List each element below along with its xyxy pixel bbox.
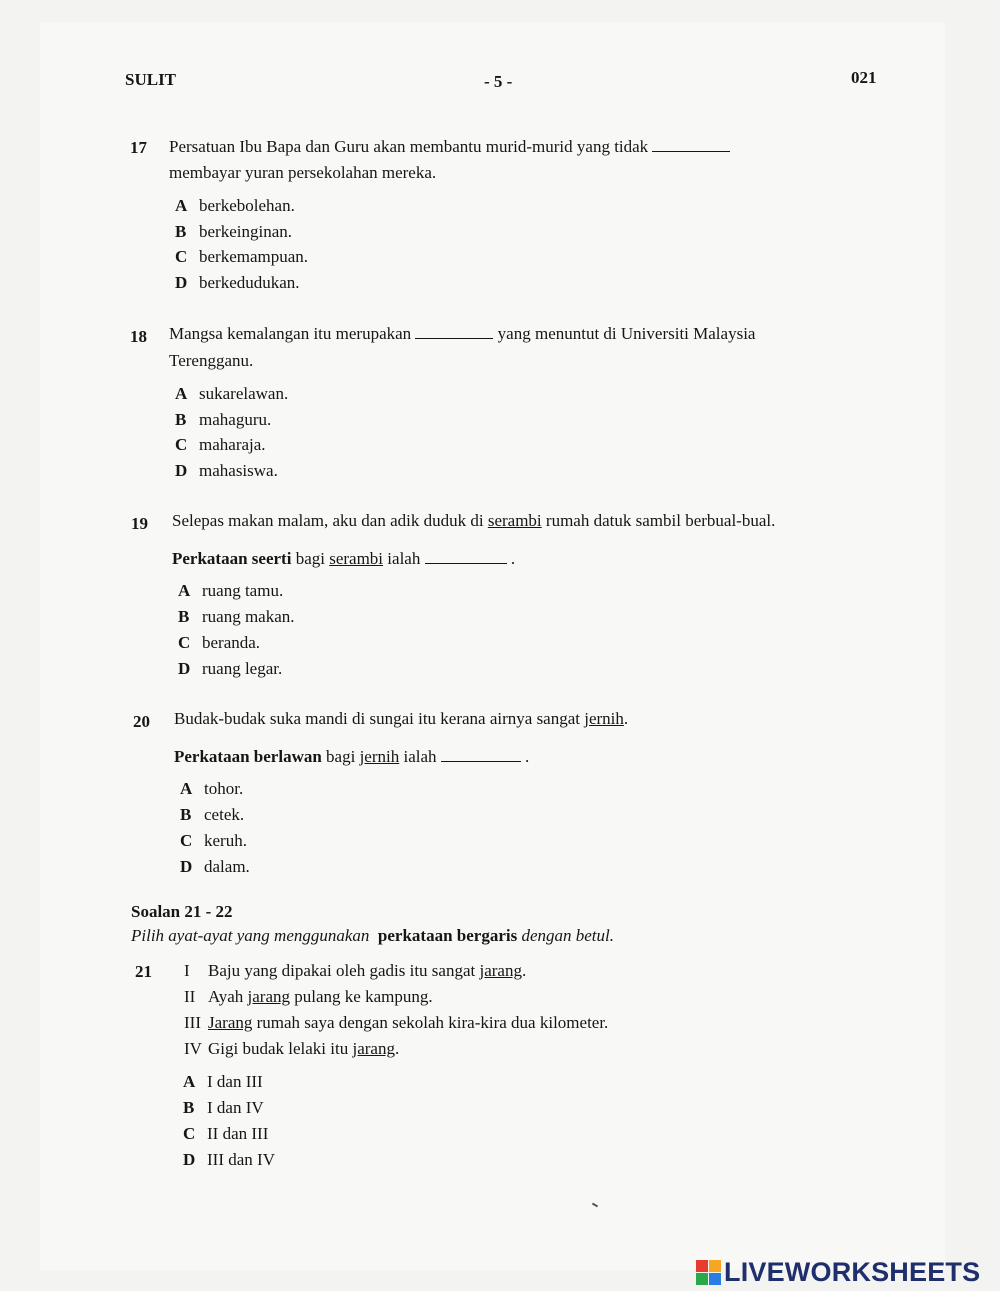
q19-option-c[interactable]: C beranda. xyxy=(178,633,261,652)
question-20-prompt: Perkataan berlawan bagi jernih ialah . xyxy=(174,747,530,766)
q18-option-b[interactable]: B mahaguru. xyxy=(175,410,272,429)
q21-option-c[interactable]: C II dan III xyxy=(183,1124,269,1143)
question-19-prompt: Perkataan seerti bagi serambi ialah . xyxy=(172,549,516,568)
q19-option-b[interactable]: B ruang makan. xyxy=(178,607,295,626)
question-19-number: 19 xyxy=(131,514,148,533)
question-17-text-line2: membayar yuran persekolahan mereka. xyxy=(169,163,437,182)
question-21-number: 21 xyxy=(135,962,152,981)
q17-option-b[interactable]: B berkeinginan. xyxy=(175,222,292,241)
question-18-text-line2: Terengganu. xyxy=(169,351,254,370)
statement-iv: IV Gigi budak lelaki itu jarang. xyxy=(184,1039,400,1058)
q19-option-d[interactable]: D ruang legar. xyxy=(178,659,283,678)
liveworksheets-logo-icon xyxy=(696,1260,721,1285)
q19-option-a[interactable]: A ruang tamu. xyxy=(178,581,284,600)
question-19-text: Selepas makan malam, aku dan adik duduk di serambi rumah datuk sambil berbual-bual. xyxy=(172,511,776,530)
q20-option-b[interactable]: B cetek. xyxy=(180,805,245,824)
q21-option-d[interactable]: D III dan IV xyxy=(183,1150,275,1169)
section-instruction: Pilih ayat-ayat yang menggunakan perkataan bergaris dengan betul. xyxy=(131,926,615,945)
answer-blank xyxy=(441,749,521,762)
section-title: Soalan 21 - 22 xyxy=(131,902,233,921)
question-17-number: 17 xyxy=(130,138,147,157)
page-number: - 5 - xyxy=(484,72,513,91)
header-sulit: SULIT xyxy=(125,70,177,89)
question-20-text: Budak-budak suka mandi di sungai itu kerana airnya sangat jernih. xyxy=(174,709,629,728)
q21-option-b[interactable]: B I dan IV xyxy=(183,1098,264,1117)
q17-option-c[interactable]: C berkemampuan. xyxy=(175,247,309,266)
statement-ii: II Ayah jarang pulang ke kampung. xyxy=(184,987,433,1006)
question-17-text: Persatuan Ibu Bapa dan Guru akan membantu murid-murid yang tidak xyxy=(169,137,730,157)
question-20-number: 20 xyxy=(133,712,150,731)
q20-option-d[interactable]: D dalam. xyxy=(180,857,250,876)
q20-option-a[interactable]: A tohor. xyxy=(180,779,244,798)
statement-i: I Baju yang dipakai oleh gadis itu sangat jarang. xyxy=(184,961,527,980)
answer-blank xyxy=(652,139,730,152)
question-18-number: 18 xyxy=(130,327,147,346)
logo-text: LIVEWORKSHEETS xyxy=(724,1257,981,1287)
q18-option-a[interactable]: A sukarelawan. xyxy=(175,384,289,403)
liveworksheets-logo[interactable] xyxy=(696,1257,980,1288)
answer-blank xyxy=(425,551,507,564)
question-18-text: Mangsa kemalangan itu merupakan yang menuntut di Universiti Malaysia xyxy=(169,324,756,343)
q18-option-d[interactable]: D mahasiswa. xyxy=(175,461,278,480)
q18-option-c[interactable]: C maharaja. xyxy=(175,435,266,454)
statement-iii: III Jarang rumah saya dengan sekolah kira-kira dua kilometer. xyxy=(184,1013,609,1032)
q17-option-d[interactable]: D berkedudukan. xyxy=(175,273,300,292)
q20-option-c[interactable]: C keruh. xyxy=(180,831,247,850)
q21-option-a[interactable]: A I dan III xyxy=(183,1072,263,1091)
q17-option-a[interactable]: A berkebolehan. xyxy=(175,196,295,215)
answer-blank xyxy=(415,326,493,339)
paper-code: 021 xyxy=(851,68,877,87)
